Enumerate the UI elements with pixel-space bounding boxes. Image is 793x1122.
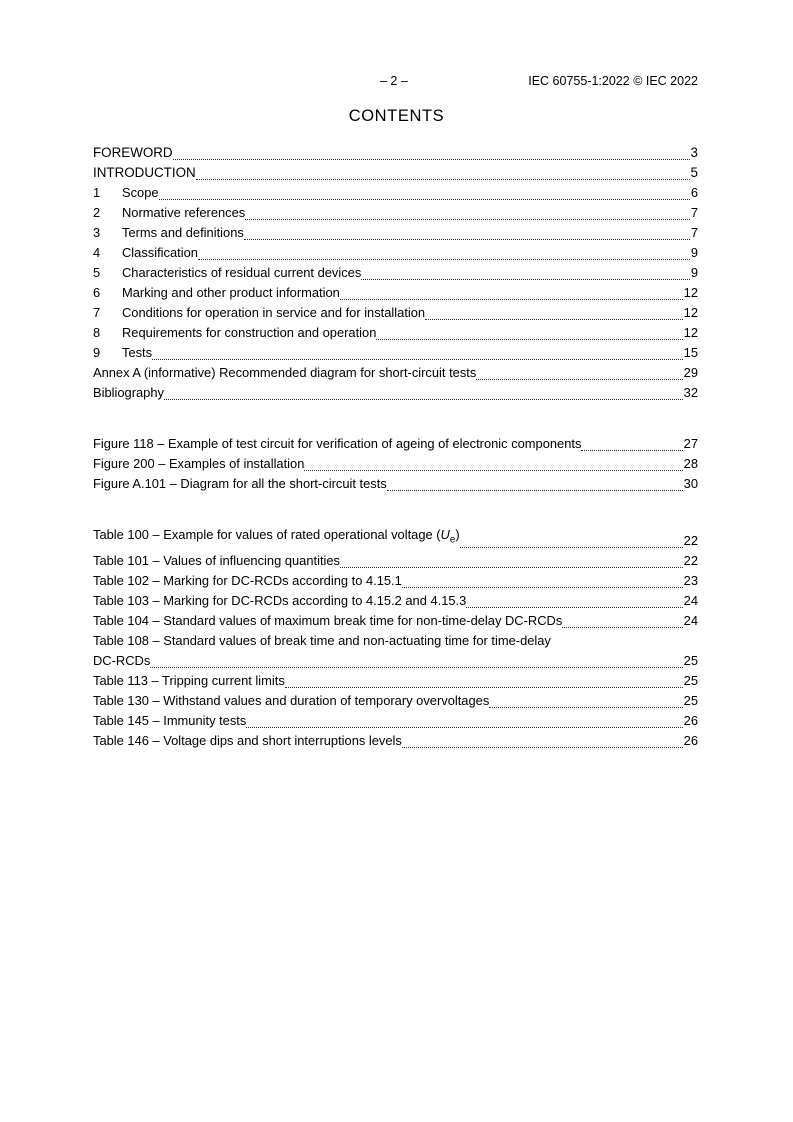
toc-entry-number: 8 [93, 325, 101, 340]
toc-entry-page: 5 [690, 165, 698, 180]
toc-entry-number: 5 [93, 265, 101, 280]
page-title: CONTENTS [348, 107, 445, 125]
section-spacer [93, 494, 698, 525]
dot-leader [173, 158, 690, 160]
toc-entry-page: 12 [683, 305, 698, 320]
toc-entry-label-line1: Table 108 – Standard values of break time and non-actuating time for time-delay [93, 632, 551, 648]
toc-entry-page: 9 [690, 265, 698, 280]
toc-entry-label: Table 101 – Values of influencing quantities [93, 552, 341, 568]
dot-leader [285, 686, 683, 688]
dot-leader [164, 398, 683, 400]
toc-entry-label: Tests [122, 345, 153, 360]
dot-leader [402, 586, 683, 588]
dot-leader [304, 469, 682, 471]
dot-leader [196, 178, 690, 180]
toc-entry-table-102[interactable] [93, 571, 698, 591]
toc-entry-number: 7 [93, 305, 101, 320]
toc-entry-label: Requirements for construction and operation [122, 325, 377, 340]
toc-entry-page: 12 [683, 285, 698, 300]
toc-entry-clause-1[interactable] [93, 183, 698, 203]
toc-entry-label: Figure A.101 – Diagram for all the short-circuit tests [93, 476, 387, 491]
dot-leader [581, 449, 682, 451]
dot-leader [489, 706, 682, 708]
toc-entry-table-104[interactable] [93, 611, 698, 631]
dot-leader [152, 358, 683, 360]
toc-entry-page: 26 [683, 712, 698, 728]
toc-entry-page: 25 [683, 652, 698, 668]
toc-entry-label-line2: DC-RCDs [93, 652, 151, 668]
toc-entry-page: 15 [683, 345, 698, 360]
toc-entry-label: Table 145 – Immunity tests [93, 712, 247, 728]
toc-entry-label: Table 103 – Marking for DC-RCDs according to 4.15.2 and 4.15.3 [93, 592, 467, 608]
dot-leader [198, 258, 690, 260]
page-header [93, 74, 698, 88]
toc-entry-table-101[interactable] [93, 551, 698, 571]
toc-entry-page: 26 [683, 732, 698, 748]
dot-leader [376, 338, 682, 340]
toc-entry-clause-8[interactable] [93, 323, 698, 343]
toc-entry-introduction[interactable] [93, 163, 698, 183]
toc-entry-line2 [93, 651, 698, 671]
toc-entry-page: 22 [683, 552, 698, 568]
voltage-variable [440, 527, 456, 546]
toc-entry-page: 24 [683, 592, 698, 608]
toc-entry-clause-2[interactable] [93, 203, 698, 223]
toc-entry-label [93, 525, 460, 551]
dot-leader [340, 298, 683, 300]
toc-entry-label: Conditions for operation in service and for installation [122, 305, 426, 320]
dot-leader [361, 278, 690, 280]
toc-entry-page: 6 [690, 185, 698, 200]
toc-entry-page: 25 [683, 692, 698, 708]
toc-entry-label: Marking and other product information [122, 285, 340, 300]
toc-entry-label: Terms and definitions [122, 225, 244, 240]
toc-entry-label: Figure 118 – Example of test circuit for verification of ageing of electronic components [93, 436, 582, 451]
toc-entry-page: 27 [683, 436, 698, 451]
toc-entry-page: 12 [683, 325, 698, 340]
toc-entry-table-130[interactable] [93, 691, 698, 711]
toc-entry-clause-3[interactable] [93, 223, 698, 243]
toc-entry-page: 28 [683, 456, 698, 471]
dot-leader [476, 378, 682, 380]
toc-entry-page: 29 [683, 365, 698, 380]
toc-entry-page: 30 [683, 476, 698, 491]
toc-entry-page: 23 [683, 572, 698, 588]
toc-entry-figure-118[interactable] [93, 434, 698, 454]
toc-entry-label: Table 146 – Voltage dips and short interruptions levels [93, 732, 402, 748]
toc-entry-label: INTRODUCTION [93, 165, 196, 180]
toc-entry-label-suffix: ) [455, 527, 460, 542]
toc-entry-table-113[interactable] [93, 671, 698, 691]
toc-entry-number: 6 [93, 285, 101, 300]
toc-entry-table-103[interactable] [93, 591, 698, 611]
toc-entry-clause-6[interactable] [93, 283, 698, 303]
toc-entry-label: Table 113 – Tripping current limits [93, 672, 285, 688]
toc-entry-page: 25 [683, 672, 698, 688]
toc-entry-label: FOREWORD [93, 145, 173, 160]
toc-entry-clause-4[interactable] [93, 243, 698, 263]
toc-entry-table-145[interactable] [93, 711, 698, 731]
toc-entry-figure-a101[interactable] [93, 474, 698, 494]
toc-entry-table-146[interactable] [93, 731, 698, 751]
toc-entry-clause-7[interactable] [93, 303, 698, 323]
toc-entry-annex-a[interactable] [93, 363, 698, 383]
dot-leader [460, 546, 683, 548]
toc-entry-bibliography[interactable] [93, 383, 698, 403]
toc-entry-label: Normative references [122, 205, 246, 220]
toc-entry-label: Table 102 – Marking for DC-RCDs according to 4.15.1 [93, 572, 402, 588]
toc-entry-label: Table 104 – Standard values of maximum break time for non-time-delay DC-RCDs [93, 612, 563, 628]
toc-entry-label: Classification [122, 245, 198, 260]
toc-entry-table-100[interactable] [93, 525, 698, 551]
toc-entry-number: 2 [93, 205, 101, 220]
toc-entry-label: Table 130 – Withstand values and duration of temporary overvoltages [93, 692, 490, 708]
toc-entry-table-108[interactable] [93, 631, 698, 671]
dot-leader [466, 606, 682, 608]
dot-leader [402, 746, 683, 748]
toc-entry-number: 4 [93, 245, 101, 260]
toc-entry-number: 1 [93, 185, 101, 200]
variable-subscript: e [449, 534, 456, 546]
toc-entry-label: Characteristics of residual current devices [122, 265, 362, 280]
toc-entry-label-prefix: Table 100 – Example for values of rated operational voltage ( [93, 527, 441, 542]
toc-entry-page: 9 [690, 245, 698, 260]
toc-entry-label: Bibliography [93, 385, 164, 400]
toc-entry-clause-9[interactable] [93, 343, 698, 363]
toc-entry-page: 7 [690, 205, 698, 220]
toc-entry-clause-5[interactable] [93, 263, 698, 283]
toc-entry-page: 24 [683, 612, 698, 628]
toc-entry-foreword[interactable] [93, 143, 698, 163]
dot-leader [387, 489, 683, 491]
dot-leader [159, 198, 690, 200]
toc-entry-page: 22 [683, 532, 698, 548]
header-document-reference: IEC 60755-1:2022 © IEC 2022 [528, 74, 698, 88]
header-page-marker: – 2 – [380, 74, 408, 88]
toc-entry-figure-200[interactable] [93, 454, 698, 474]
toc-entry-page: 32 [683, 385, 698, 400]
table-of-contents [93, 143, 698, 751]
dot-leader [245, 218, 690, 220]
dot-leader [150, 666, 682, 668]
toc-entry-page: 3 [690, 145, 698, 160]
variable-symbol: U [440, 527, 450, 542]
dot-leader [244, 238, 690, 240]
toc-entry-label: Scope [122, 185, 159, 200]
dot-leader [562, 626, 682, 628]
dot-leader [246, 726, 682, 728]
toc-entry-number: 3 [93, 225, 101, 240]
dot-leader [340, 566, 683, 568]
toc-entry-label: Annex A (informative) Recommended diagram for short-circuit tests [93, 365, 477, 380]
toc-entry-number: 9 [93, 345, 101, 360]
toc-entry-page: 7 [690, 225, 698, 240]
section-spacer [93, 403, 698, 434]
dot-leader [425, 318, 683, 320]
toc-entry-label: Figure 200 – Examples of installation [93, 456, 305, 471]
